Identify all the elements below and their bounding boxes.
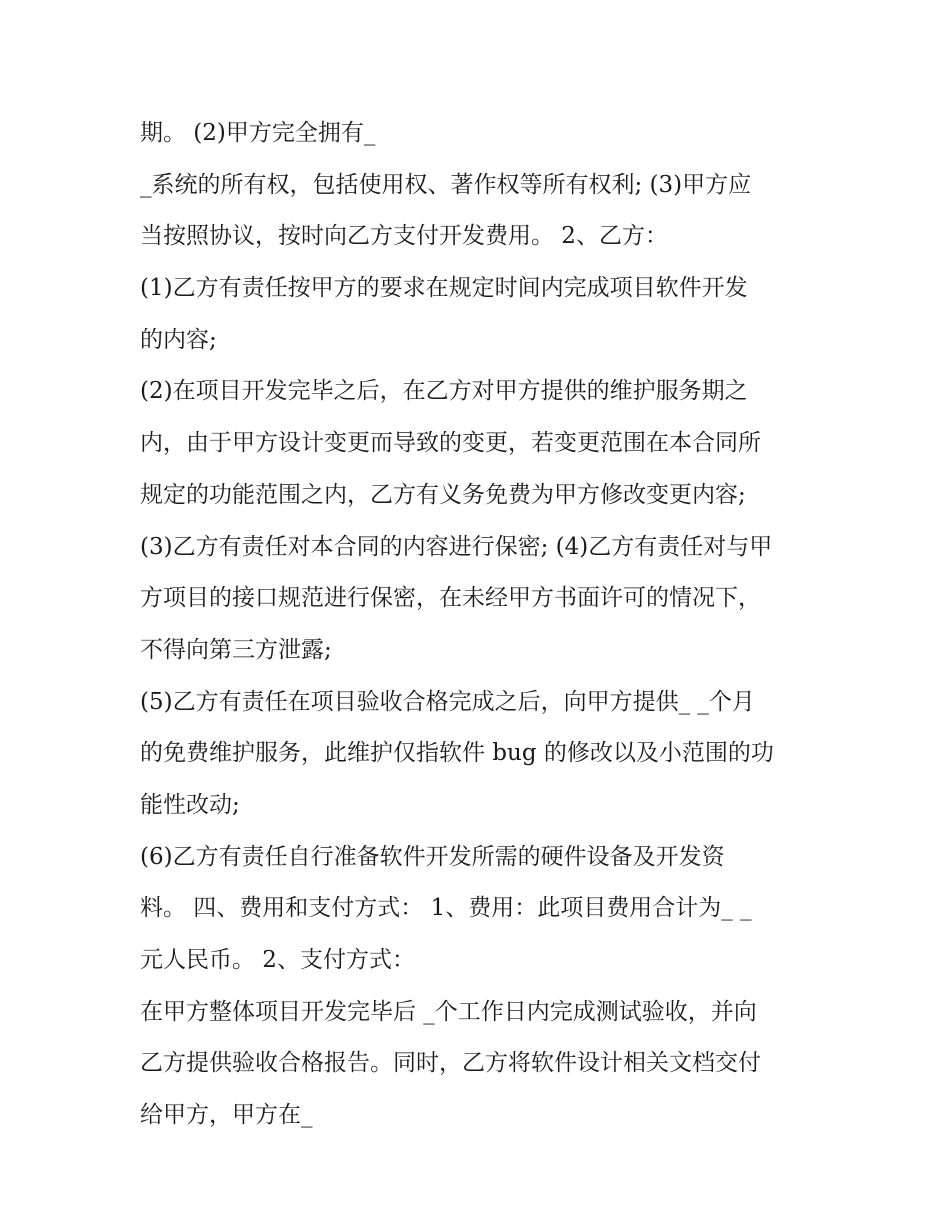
text-line: 规定的功能范围之内，乙方有义务免费为甲方修改变更内容;	[140, 481, 746, 508]
text-line: 不得向第三方泄露;	[140, 636, 332, 663]
text-line: 期。 (2)甲方完全拥有_	[140, 120, 376, 146]
text-line: (5)乙方有责任在项目验收合格完成之后，向甲方提供_ _个月	[140, 688, 755, 715]
text-line: 方项目的接口规范进行保密，在未经甲方书面许可的情况下，	[140, 585, 761, 612]
text-line: (2)在项目开发完毕之后，在乙方对甲方提供的维护服务期之	[140, 378, 748, 405]
text-line: 的免费维护服务，此维护仅指软件 bug 的修改以及小范围的功	[140, 740, 774, 767]
text-line: 的内容;	[140, 326, 217, 353]
text-line: 元人民币。 2、支付方式：	[140, 947, 415, 973]
text-line: 乙方提供验收合格报告。同时，乙方将软件设计相关文档交付	[140, 1050, 761, 1077]
text-line: 能性改动;	[140, 791, 240, 818]
text-line: 料。 四、费用和支付方式： 1、费用：此项目费用合计为_ _	[140, 895, 752, 922]
text-line: 给甲方，甲方在_	[140, 1102, 313, 1129]
text-line: (1)乙方有责任按甲方的要求在规定时间内完成项目软件开发	[140, 275, 748, 302]
text-line: 在甲方整体项目开发完毕后 _个工作日内完成测试验收，并向	[140, 998, 757, 1025]
text-line: _系统的所有权，包括使用权、著作权等所有权利; (3)甲方应	[140, 171, 752, 198]
text-line: 内，由于甲方设计变更而导致的变更，若变更范围在本合同所	[140, 430, 761, 457]
text-line: (3)乙方有责任对本合同的内容进行保密; (4)乙方有责任对与甲	[140, 533, 773, 560]
text-line: 当按照协议，按时向乙方支付开发费用。 2、乙方：	[140, 223, 668, 250]
body-text	[140, 108, 820, 1142]
text-line: (6)乙方有责任自行准备软件开发所需的硬件设备及开发资	[140, 843, 725, 870]
